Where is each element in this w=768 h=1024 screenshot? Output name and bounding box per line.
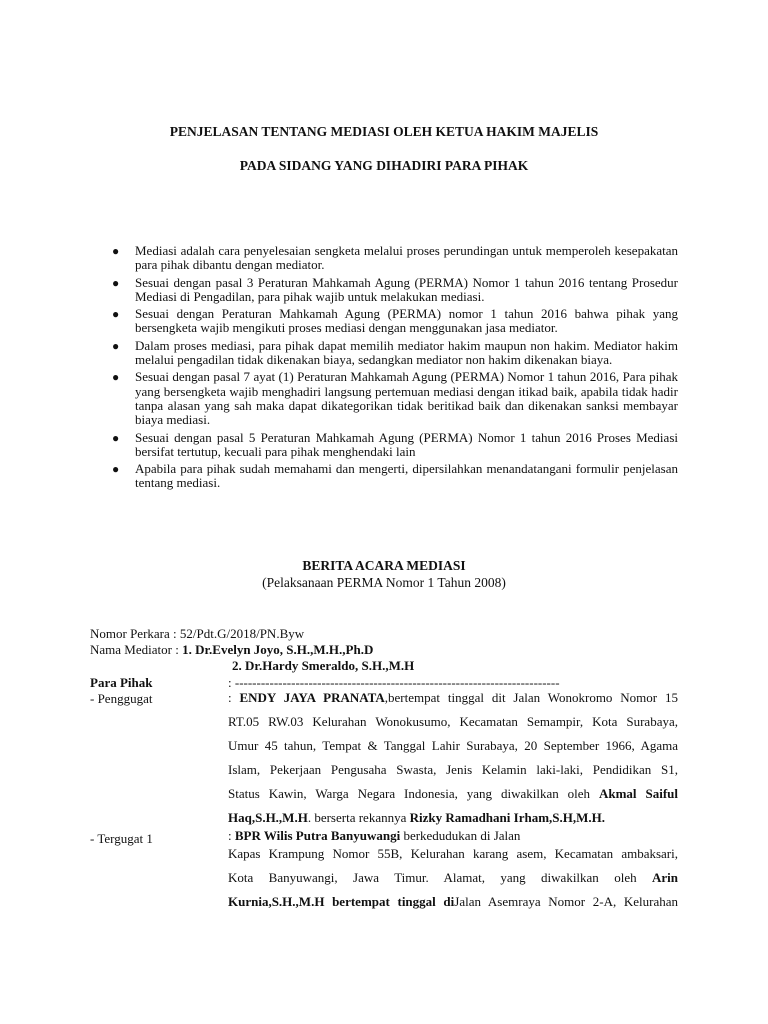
document-title-line-2: PADA SIDANG YANG DIHADIRI PARA PIHAK: [239, 158, 529, 173]
defendant-name: BPR Wilis Putra Banyuwangi: [234, 828, 401, 843]
parties-label: Para Pihak: [90, 675, 153, 690]
mediator-1: 1. Dr.Evelyn Joyo, S.H.,M.H.,Ph.D: [182, 642, 374, 657]
list-item: ● Apabila para pihak sudah memahami dan mengerti, dipersilahkan menandatangani formulir penjelasan tentang mediasi.: [112, 461, 678, 491]
list-item: ● Mediasi adalah cara penyelesaian sengketa melalui proses perundingan untuk memperoleh kesepakatan para pihak dibantu dengan mediator.: [112, 243, 678, 273]
mediator-label: Nama Mediator :: [90, 642, 183, 657]
document-title-line-1: PENJELASAN TENTANG MEDIASI OLEH KETUA HAKIM MAJELIS: [169, 124, 599, 139]
berita-acara-subtitle: (Pelaksanaan PERMA Nomor 1 Tahun 2008): [262, 575, 506, 590]
bullet-icon: ●: [112, 307, 120, 322]
bullet-icon: ●: [112, 430, 120, 445]
bullet-icon: ●: [112, 462, 120, 477]
mediator-2: 2. Dr.Hardy Smeraldo, S.H.,M.H: [232, 658, 415, 673]
plaintiff-details: : ENDY JAYA PRANATA,bertempat tinggal dit Jalan Wonokromo Nomor 15 RT.05 RW.03 Kelurahan Wonokusumo, Kecamatan Semampir, Kota Surabaya, Umur 45 tahun, Tempat & Tanggal Lahir Surabaya, 20 September 1966, Agama Islam, Pekerjaan Pengusaha Swasta, Jenis Kelamin laki-laki, Pendidikan S1, Status Kawin, Warga Negara Indonesia, yang diwakilkan oleh Akmal Saiful Haq,S.H.,M.H. berserta rekannya Rizky Ramadhani Irham,S.H,M.H.: [228, 690, 678, 825]
list-item: ● Dalam proses mediasi, para pihak dapat memilih mediator hakim maupun non hakim. Mediator hakim melalui pengadilan tidak dikenakan biaya, sedangkan mediator non hakim dikenakan biaya.: [112, 337, 678, 368]
bullet-icon: ●: [112, 338, 120, 353]
case-number: Nomor Perkara : 52/Pdt.G/2018/PN.Byw: [90, 626, 305, 641]
list-item: ● Sesuai dengan Peraturan Mahkamah Agung (PERMA) nomor 1 tahun 2016 bahwa pihak yang bersengketa wajib mengikuti proses mediasi dengan menggunakan jasa mediator.: [112, 306, 678, 336]
parties-separator: : ---------------------------------------------------------------------------: [228, 675, 560, 690]
bullet-icon: ●: [112, 275, 120, 290]
list-item: ● Sesuai dengan pasal 7 ayat (1) Peraturan Mahkamah Agung (PERMA) Nomor 1 tahun 2016, Para pihak yang bersengketa wajib menghadiri langsung pertemuan mediasi dengan itikad baik, apabila tidak hadir tanpa alasan yang sah maka dapat dikategorikan tidak beritikad baik dan dikenakan sanksi membayar biaya mediasi.: [112, 369, 678, 428]
defendant-label: - Tergugat 1: [90, 831, 153, 846]
berita-acara-title: BERITA ACARA MEDIASI: [302, 558, 466, 573]
mediator-row: [90, 642, 373, 658]
bullet-icon: ●: [112, 244, 120, 258]
mediation-points-list: [108, 244, 678, 494]
defendant-details: : BPR Wilis Putra Banyuwangi berkedudukan di Jalan Kapas Krampung Nomor 55B, Kelurahan karang asem, Kecamatan ambaksari, Kota Banyuwangi, Jawa Timur. Alamat, yang diwakilkan oleh Arin Kurnia,S.H.,M.H bertempat tinggal diJalan Asemraya Nomor 2-A, Kelurahan: [228, 828, 678, 909]
plaintiff-name: ENDY JAYA PRANATA: [239, 690, 385, 705]
plaintiff-label: - Penggugat: [90, 691, 153, 706]
list-item: ● Sesuai dengan pasal 3 Peraturan Mahkamah Agung (PERMA) Nomor 1 tahun 2016 tentang Prosedur Mediasi di Pengadilan, para pihak wajib untuk melakukan mediasi.: [112, 274, 678, 304]
list-item: ● Sesuai dengan pasal 5 Peraturan Mahkamah Agung (PERMA) Nomor 1 tahun 2016 Proses Mediasi bersifat tertutup, kecuali para pihak menghendaki lain: [112, 429, 678, 459]
bullet-icon: ●: [112, 370, 120, 385]
